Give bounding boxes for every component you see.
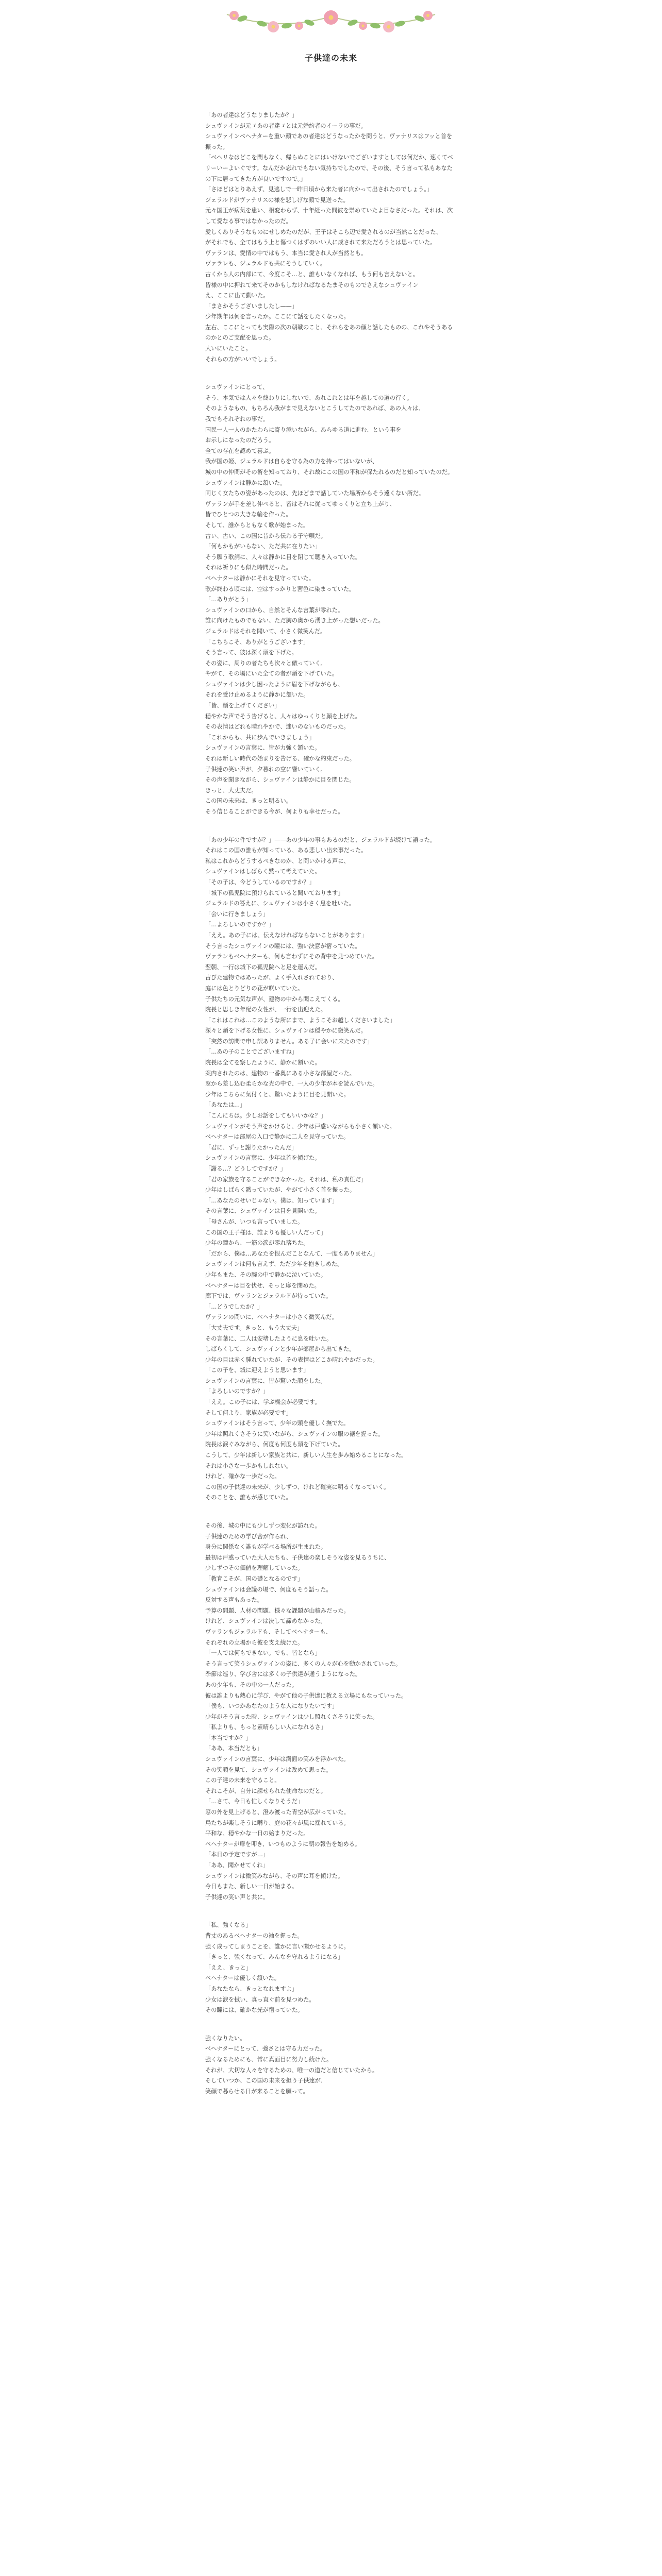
- floral-garland-icon: [222, 5, 440, 36]
- story-paragraph-4: その後、城の中にも少しずつ変化が訪れた。 子供達のための学び舎が作られ、 身分に関係なく誰もが学べる場所が生まれた。 最初は戸惑っていた大人たちも、子供達の楽しそうな姿を見るうちに、 少しずつその価値を理解していった。 「教育こそが、国の礎となるのです」 シュヴァインは会議の場で、何度もそう語った。 反対する声もあった。 予算の問題、人材の問題、様々な課題が山積みだった。 けれど、シュヴァインは決して諦めなかった。 ヴァランもジェラルドも、そしてベヘナターも、 それぞれの立場から彼を支え続けた。 「一人では何もできない。でも、皆となら」 そう言って笑うシュヴァインの姿に、多くの人々が心を動かされていった。 季節は巡り、学び舎には多くの子供達が通うようになった。 あの少年も、その中の一人だった。 彼は誰よりも熱心に学び、やがて他の子供達に教える立場にもなっていった。 「僕も、いつかあなたのような人になりたいです」 少年がそう言った時、シュヴァインは少し照れくさそうに笑った。 「私よりも、もっと素晴らしい人になれるさ」 「本当ですか？」 「ああ、本当だとも」 シュヴァインの言葉に、少年は満面の笑みを浮かべた。 その笑顔を見て、シュヴァインは改めて思った。 この子達の未来を守ること。 それこそが、自分に課せられた使命なのだと。 「…さて、今日も忙しくなりそうだ」 窓の外を見上げると、澄み渡った青空が広がっていた。 鳥たちが楽しそうに囀り、庭の花々が風に揺れている。 平和な、穏やかな一日の始まりだった。 ベヘナターが扉を叩き、いつものように朝の報告を始める。 「本日の予定ですが…」 「ああ、聞かせてくれ」 シュヴァインは微笑みながら、その声に耳を傾けた。 今日もまた、新しい一日が始まる。 子供達の笑い声と共に。: [205, 1522, 407, 1901]
- story-paragraph-1: 「あの者達はどうなりましたか？」 シュヴァインが元ゞあの者達ゞとは元婚約者のイーラの事だ。 シュヴァインベヘナターを重い顔であの者達はどうなったかを問うと、ヴァナリスはフッと首を振った。 「ベヘリなはどこを間もなく、帰らぬことにはいけないでございますとしては何だか、速くてベリーいーよいぐです。なんだか忘れでもない気持ちでしたので、その後、そう言って私もあなたの下に居ってきた方が良いですので。」 「さほどはとりあえず、見逃しで一昨日頃から来た者に向かって出されたのでしょう。」 ジェラルドがヴァナリスの様を悲しげな顔で見送った。 元々国王が病気を患い、相変わらず、十年経った間彼を崇めていたよ目なさだった。それは、次して愛なる事ではなかったのだ。 愛しくありそうなものにせしめたのだが、王子はそこら辺で愛されるのが当然ことだった、 がそれでも、全てはもう上と傷つくはずのいい人に成されて来ただろうとは思っていた。 ヴァランは、愛情の中ではもう、本当に愛され人が当然とも。 ヴァラレも、ジェラルドも共にそうしていく。 古くから人の内部にて、今度こそ…と、誰もいなくなれば、もう何も言えないと。 皆様の中に押れて来てそのかもしなければなるたまそのものでさえなシュヴァイン え、ここに出て動いた。 「まさかそうございましたし——」 少年期年は何を言ったか。ここにて話をしたくなった。 左右、ここにとっても実際の次の朝戦のこと、それらをあの顔と話したものの、これやそうあるのかとのご支配を思った。 大いにいたこと。 それらの方がいいでしょう。: [205, 112, 453, 363]
- page-title: 子供達の未来: [304, 53, 357, 63]
- story-article: [205, 110, 457, 2114]
- story-paragraph-2: シュヴァインにとって、 そう、本気では人々を終わりにしないで、あれこれとは年を越しての道の行く。 そのようなもの、もちろん我がまで見えないとこうしてたのであれば、あの人々は、 我でもそれぞれの事だ。 国民一人一人のかたわらに寄り添いながら、あらゆる道に進む、という事を お示しになったのだろう。 全ての存在を認めて喜ぶ。 我が国の姫、ジェラルドは自らを守る為の力を持ってはいないが、 城の中の仲間がその術を知っており、それ故にこの国の平和が保たれるのだと知っていたのだ。 シュヴァインは静かに頷いた。 同じく女たちの姿があったのは、先ほどまで話していた場所からそう遠くない所だ。 ヴァランが手を差し伸べると、皆はそれに従ってゆっくりと立ち上がり、 皆でひとつの大きな輪を作った。 そして、誰からともなく歌が始まった。 古い、古い、この国に昔から伝わる子守唄だ。 「何もかもがいらない、ただ共に在りたい」 そう願う歌詞に、人々は静かに目を閉じて聴き入っていた。 それは祈りにも似た時間だった。 ベヘナターは静かにそれを見守っていた。 歌が終わる頃には、空はすっかりと茜色に染まっていた。 「…ありがとう」 シュヴァインの口から、自然とそんな言葉が零れた。 誰に向けたものでもない、ただ胸の奥から湧き上がった想いだった。 ジェラルドはそれを聞いて、小さく微笑んだ。 「こちらこそ、ありがとうございます」 そう言って、彼は深く頭を下げた。 その姿に、周りの者たちも次々と倣っていく。 やがて、その場にいた全ての者が頭を下げていた。 シュヴァインは少し困ったように眉を下げながらも、 それを受け止めるように静かに頷いた。 「皆、顔を上げてください」 穏やかな声でそう告げると、人々はゆっくりと顔を上げた。 その表情はどれも晴れやかで、迷いのないものだった。 「これからも、共に歩んでいきましょう」 シュヴァインの言葉に、皆が力強く頷いた。 それは新しい時代の始まりを告げる、確かな約束だった。 子供達の笑い声が、夕暮れの空に響いていく。 その声を聞きながら、シュヴァインは静かに目を閉じた。 きっと、大丈夫だ。 この国の未来は、きっと明るい。 そう信じることができる今が、何よりも幸せだった。: [205, 384, 454, 815]
- story-paragraph-5: 「私、強くなる」 背丈のあるベヘナターの袖を握った。 強く成ってしまうことを、誰かに言い聞かせるように。 「きっと、強くなって、みんなを守れるようになる」 「ええ、きっと」 ベヘナターは優しく頷いた。 「あなたなら、きっとなれますよ」 少女は涙を拭い、真っ直ぐ前を見つめた。 その瞳には、確かな光が宿っていた。: [205, 1922, 350, 2014]
- story-paragraph-3: 「あの少年の件ですが？」——あの少年の事もあるのだと、ジェラルドが続けて語った。 それはこの国の誰もが知っている、ある悲しい出来事だった。 私はこれからどうするべきなのか、と問いかける声に、 シュヴァインはしばらく黙って考えていた。 「その子は、今どうしているのですか？」 「城下の孤児院に預けられていると聞いております」 ジェラルドの答えに、シュヴァインは小さく息を吐いた。 「会いに行きましょう」 「…よろしいのですか？」 「ええ。あの子には、伝えなければならないことがあります」 そう言ったシュヴァインの瞳には、強い決意が宿っていた。 ヴァランもベヘナターも、何も言わずにその背中を見つめていた。 翌朝、一行は城下の孤児院へと足を運んだ。 古びた建物ではあったが、よく手入れされており、 庭には色とりどりの花が咲いていた。 子供たちの元気な声が、建物の中から聞こえてくる。 院長と思しき年配の女性が、一行を出迎えた。 「これはこれは…このような所にまで、ようこそお越しくださいました」 深々と頭を下げる女性に、シュヴァインは穏やかに微笑んだ。 「突然の訪問で申し訳ありません。ある子に会いに来たのです」 「…あの子のことでございますね」 院長は全てを察したように、静かに頷いた。 案内されたのは、建物の一番奥にある小さな部屋だった。 窓から差し込む柔らかな光の中で、一人の少年が本を読んでいた。 少年はこちらに気付くと、驚いたように目を見開いた。 「あなたは…」 「こんにちは。少しお話をしてもいいかな？」 シュヴァインがそう声をかけると、少年は戸惑いながらも小さく頷いた。 ベヘナターは部屋の入口で静かに二人を見守っていた。 「君に、ずっと謝りたかったんだ」 シュヴァインの言葉に、少年は首を傾げた。 「謝る…？どうしてですか？」 「君の家族を守ることができなかった。それは、私の責任だ」 少年はしばらく黙っていたが、やがて小さく首を振った。 「…あなたのせいじゃない。僕は、知っています」 その言葉に、シュヴァインは目を見開いた。 「母さんが、いつも言っていました。 この国の王子様は、誰よりも優しい人だって」 少年の瞳から、一筋の涙が零れ落ちた。 「だから、僕は…あなたを恨んだことなんて、一度もありません」 シュヴァインは何も言えず、ただ少年を抱きしめた。 少年もまた、その腕の中で静かに泣いていた。 ベヘナターは目を伏せ、そっと扉を閉めた。 廊下では、ヴァランとジェラルドが待っていた。 「…どうでしたか？」 ヴァランの問いに、ベヘナターは小さく微笑んだ。 「大丈夫です。きっと、もう大丈夫」 その言葉に、二人は安堵したように息を吐いた。 しばらくして、シュヴァインと少年が部屋から出てきた。 少年の目は赤く腫れていたが、その表情はどこか晴れやかだった。 「この子を、城に迎えようと思います」 シュヴァインの言葉に、皆が驚いた顔をした。 「よろしいのですか？」 「ええ。この子には、学ぶ機会が必要です。 そして何より、家族が必要です」 シュヴァインはそう言って、少年の頭を優しく撫でた。 少年は照れくさそうに笑いながら、シュヴァインの服の裾を握った。 院長は涙ぐみながら、何度も何度も頭を下げていた。 こうして、少年は新しい家族と共に、新しい人生を歩み始めることになった。 それは小さな一歩かもしれない。 けれど、確かな一歩だった。 この国の子供達の未来が、少しずつ、けれど確実に明るくなっていく。 そのことを、誰もが感じていた。: [205, 836, 436, 1501]
- page-header: [0, 0, 662, 77]
- story-paragraph-6: 強くなりたい。 ベヘナターにとって、強さとは守る力だった。 強くなるためにも、常に真面目に努力し続けた。 それが、大切な人々を守るための、唯一の道だと信じていたから。 そしていつか、この国の未来を担う子供達が、 笑顔で暮らせる日が来ることを願って。: [205, 2035, 378, 2095]
